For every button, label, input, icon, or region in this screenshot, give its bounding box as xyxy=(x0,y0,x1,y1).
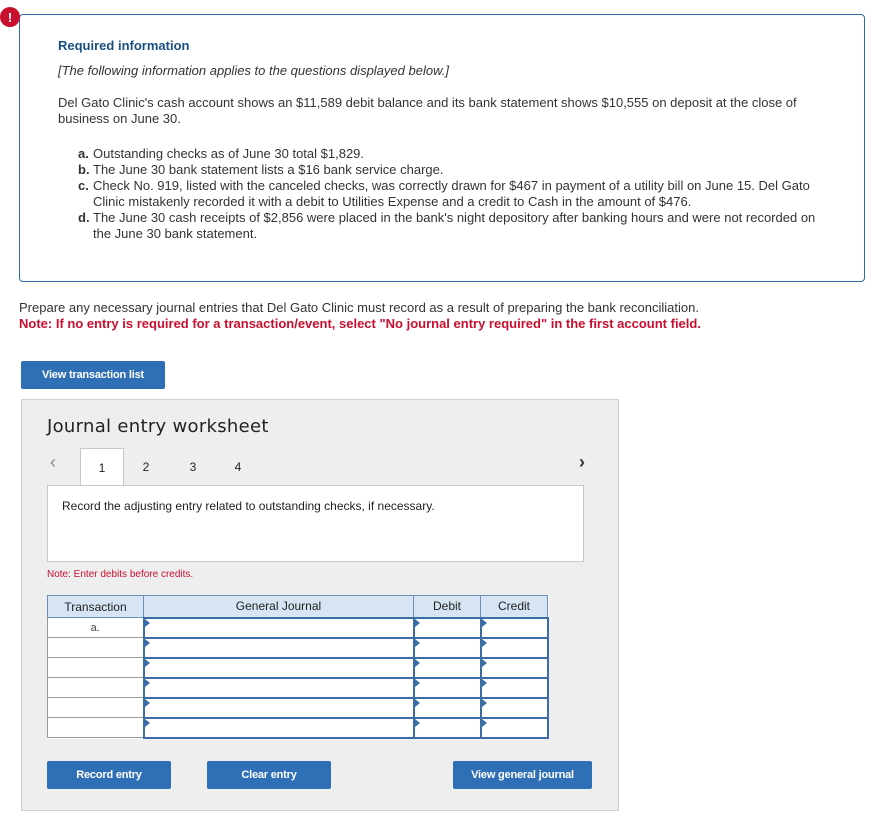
info-list-item xyxy=(78,210,818,242)
credit-field[interactable] xyxy=(481,718,548,738)
debit-field[interactable] xyxy=(414,658,481,678)
info-title: Required information xyxy=(58,38,190,53)
account-field[interactable] xyxy=(144,658,414,678)
table-row xyxy=(48,718,548,738)
column-header-debit: Debit xyxy=(414,596,481,618)
credit-field[interactable] xyxy=(481,698,548,718)
transaction-cell: a. xyxy=(48,618,144,638)
item-text: The June 30 cash receipts of $2,856 were placed in the bank's night depository after banking hours and were not recorded on the June 30 bank statement. xyxy=(93,210,816,241)
item-letter: b. xyxy=(78,162,90,177)
prompt-text: Prepare any necessary journal entries that Del Gato Clinic must record as a result of preparing the bank reconciliation. xyxy=(19,300,699,315)
view-general-journal-button[interactable]: View general journal xyxy=(453,761,592,789)
debit-field[interactable] xyxy=(414,678,481,698)
debit-field[interactable] xyxy=(414,698,481,718)
worksheet-title: Journal entry worksheet xyxy=(47,416,269,437)
chevron-right-icon[interactable]: › xyxy=(579,452,585,472)
required-information-box xyxy=(19,14,865,282)
view-transaction-list-button[interactable]: View transaction list xyxy=(21,361,165,389)
transaction-cell xyxy=(48,678,144,698)
record-entry-button[interactable]: Record entry xyxy=(47,761,171,789)
account-field[interactable] xyxy=(144,638,414,658)
table-row xyxy=(48,618,548,638)
journal-entry-table xyxy=(47,595,549,739)
item-text: Check No. 919, listed with the canceled checks, was correctly drawn for $467 in payment of a utility bill on June 15. Del Gato Clinic mistakenly recorded it with a debit to Utilities Expense and a credit to Cash in the amount of $476. xyxy=(93,178,810,209)
debit-field[interactable] xyxy=(414,638,481,658)
info-text: Del Gato Clinic's cash account shows an $11,589 debit balance and its bank statement shows $10,555 on deposit at the close of business on June 30. xyxy=(58,95,797,126)
credit-field[interactable] xyxy=(481,618,548,638)
info-list-item xyxy=(78,146,818,162)
transaction-cell xyxy=(48,638,144,658)
debit-field[interactable] xyxy=(414,718,481,738)
debits-note: Note: Enter debits before credits. xyxy=(47,569,194,580)
instruction-text: Record the adjusting entry related to outstanding checks, if necessary. xyxy=(62,499,435,513)
note-text: Note: If no entry is required for a transaction/event, select "No journal entry required" in the first account field. xyxy=(19,316,701,331)
instruction-box xyxy=(47,485,584,562)
tab-4[interactable]: 4 xyxy=(234,460,242,474)
credit-field[interactable] xyxy=(481,658,548,678)
table-row xyxy=(48,698,548,718)
table-row xyxy=(48,658,548,678)
chevron-left-icon[interactable]: ‹ xyxy=(50,452,56,472)
item-text: The June 30 bank statement lists a $16 bank service charge. xyxy=(93,162,444,177)
account-field[interactable] xyxy=(144,678,414,698)
info-subtitle: [The following information applies to the questions displayed below.] xyxy=(58,63,449,78)
account-field[interactable] xyxy=(144,618,414,638)
tab-3[interactable]: 3 xyxy=(189,460,197,474)
info-list-item xyxy=(78,162,818,178)
column-header-transaction: Transaction xyxy=(48,596,144,618)
item-text: Outstanding checks as of June 30 total $1,829. xyxy=(93,146,365,161)
journal-entry-worksheet xyxy=(21,399,619,811)
tab-1[interactable]: 1 xyxy=(80,448,124,486)
table-row xyxy=(48,678,548,698)
tab-2[interactable]: 2 xyxy=(142,460,150,474)
item-letter: c. xyxy=(78,178,89,193)
transaction-cell xyxy=(48,698,144,718)
column-header-general-journal: General Journal xyxy=(144,596,414,618)
credit-field[interactable] xyxy=(481,638,548,658)
clear-entry-button[interactable]: Clear entry xyxy=(207,761,331,789)
transaction-cell xyxy=(48,718,144,738)
credit-field[interactable] xyxy=(481,678,548,698)
info-list xyxy=(58,146,864,242)
account-field[interactable] xyxy=(144,718,414,738)
item-letter: a. xyxy=(78,146,89,161)
item-letter: d. xyxy=(78,210,90,225)
debit-field[interactable] xyxy=(414,618,481,638)
transaction-cell xyxy=(48,658,144,678)
column-header-credit: Credit xyxy=(481,596,548,618)
alert-icon: ! xyxy=(0,7,20,27)
account-field[interactable] xyxy=(144,698,414,718)
info-list-item xyxy=(78,178,818,210)
table-row xyxy=(48,638,548,658)
